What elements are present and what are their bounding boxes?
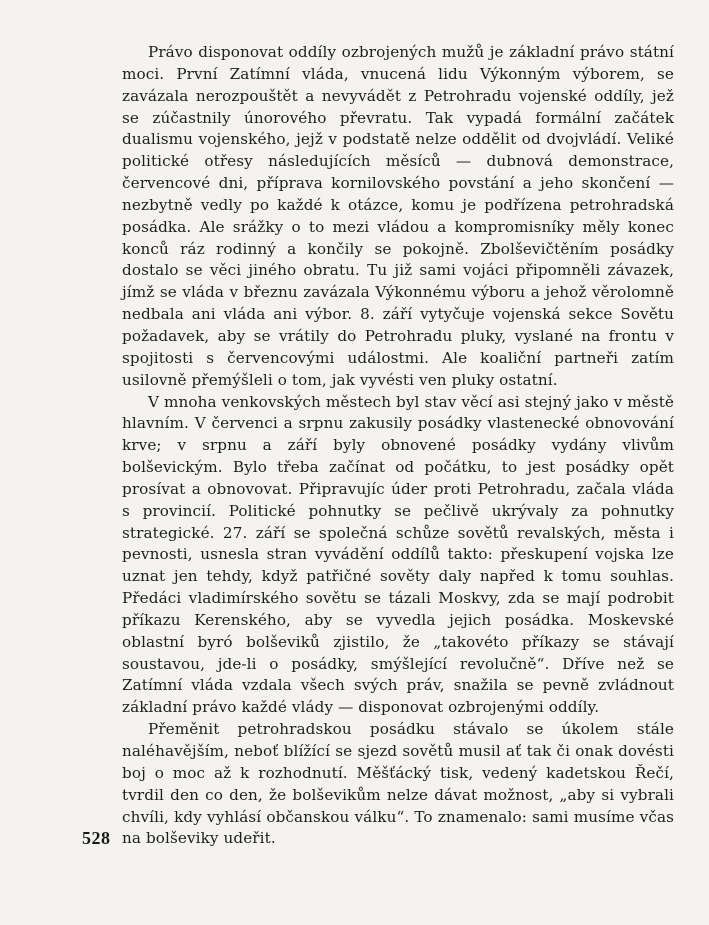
paragraph-1: Právo disponovat oddíly ozbrojených mužů je základní právo státní moci. První Zatímní vláda, vnucená lidu Výkonným výborem, se zavázala nerozpouštět a nevyvádět z Petrohradu vojenské oddíly, jež se zúčastnily únorového převratu. Tak vypadá formální začátek dualismu vojenského, jejž v podstatě nelze oddělit od dvojvládí. Veliké politické otřesy následujících měsíců — dubnová demonstrace, červencové dni, příprava kornilovského povstání a jeho skončení — nezbytně vedly po každé k otázce, komu je podřízena petrohradská posádka. Ale srážky o to mezi vládou a kompromisníky měly konec konců ráz rodinný a končily se pokojně. Zbolševičtěním posádky dostalo se věci jiného obratu. Tu již sami vojáci připomněli závazek, jímž se vláda v březnu zavázala Výkonnému výboru a jehož věrolomně nedbala ani vláda ani výbor. 8. září vytyčuje vojenská sekce Sovětu požadavek, aby se vrátily do Petrohradu pluky, vyslané na frontu v spojitosti s červencovými událostmi. Ale koaliční partneři zatím usilovně přemýšleli o tom, jak vyvésti ven pluky ostatní. bbox=[122, 43, 674, 389]
paragraph-2: V mnoha venkovských městech byl stav věcí asi stejný jako v městě hlavním. V červenci a srpnu zakusily posádky vlastenecké obnovování krve; v srpnu a září byly obnovené posádky vydány vlivům bolševickým. Bylo třeba začínat od počátku, to jest posádky opět prosívat a obnovovat. Připravujíc úder proti Petrohradu, začala vláda s provincií. Politické pohnutky se pečlivě ukrývaly za pohnutky strategické. 27. září se společná schůze sovětů revalských, města i pevnosti, usnesla stran vyvádění oddílů takto: přeskupení vojska lze uznat jen tehdy, když patřičné sověty daly napřed k tomu souhlas. Předáci vladimírského sovětu se tázali Moskvy, zda se mají podrobit příkazu Kerenského, aby se vyvedla jejich posádka. Moskevské oblastní byró bolševiků zjistilo, že „takovéto příkazy se stávají soustavou, jde-li o posádky, smýšlející revolučně“. Dříve než se Zatímní vláda vzdala všech svých práv, snažila se pevně zvládnout základní právo každé vlády — disponovat ozbrojenými oddíly. bbox=[122, 392, 674, 717]
paragraph-3: Přeměnit petrohradskou posádku stávalo se úkolem stále naléhavějším, neboť blížící se sjezd sovětů musil ať tak či onak dovésti boj o moc až k rozhodnutí. Měšťácký tisk, vedený kadetskou Řečí, tvrdil den co den, že bolševikům nelze dávat možnost, „aby si vybrali chvíli, kdy vyhlásí občanskou válku“. To znamenalo: sami musíme včas na bolševiky udeřit. bbox=[122, 720, 674, 848]
body-text bbox=[122, 42, 674, 850]
page-number: 528 bbox=[82, 828, 111, 848]
